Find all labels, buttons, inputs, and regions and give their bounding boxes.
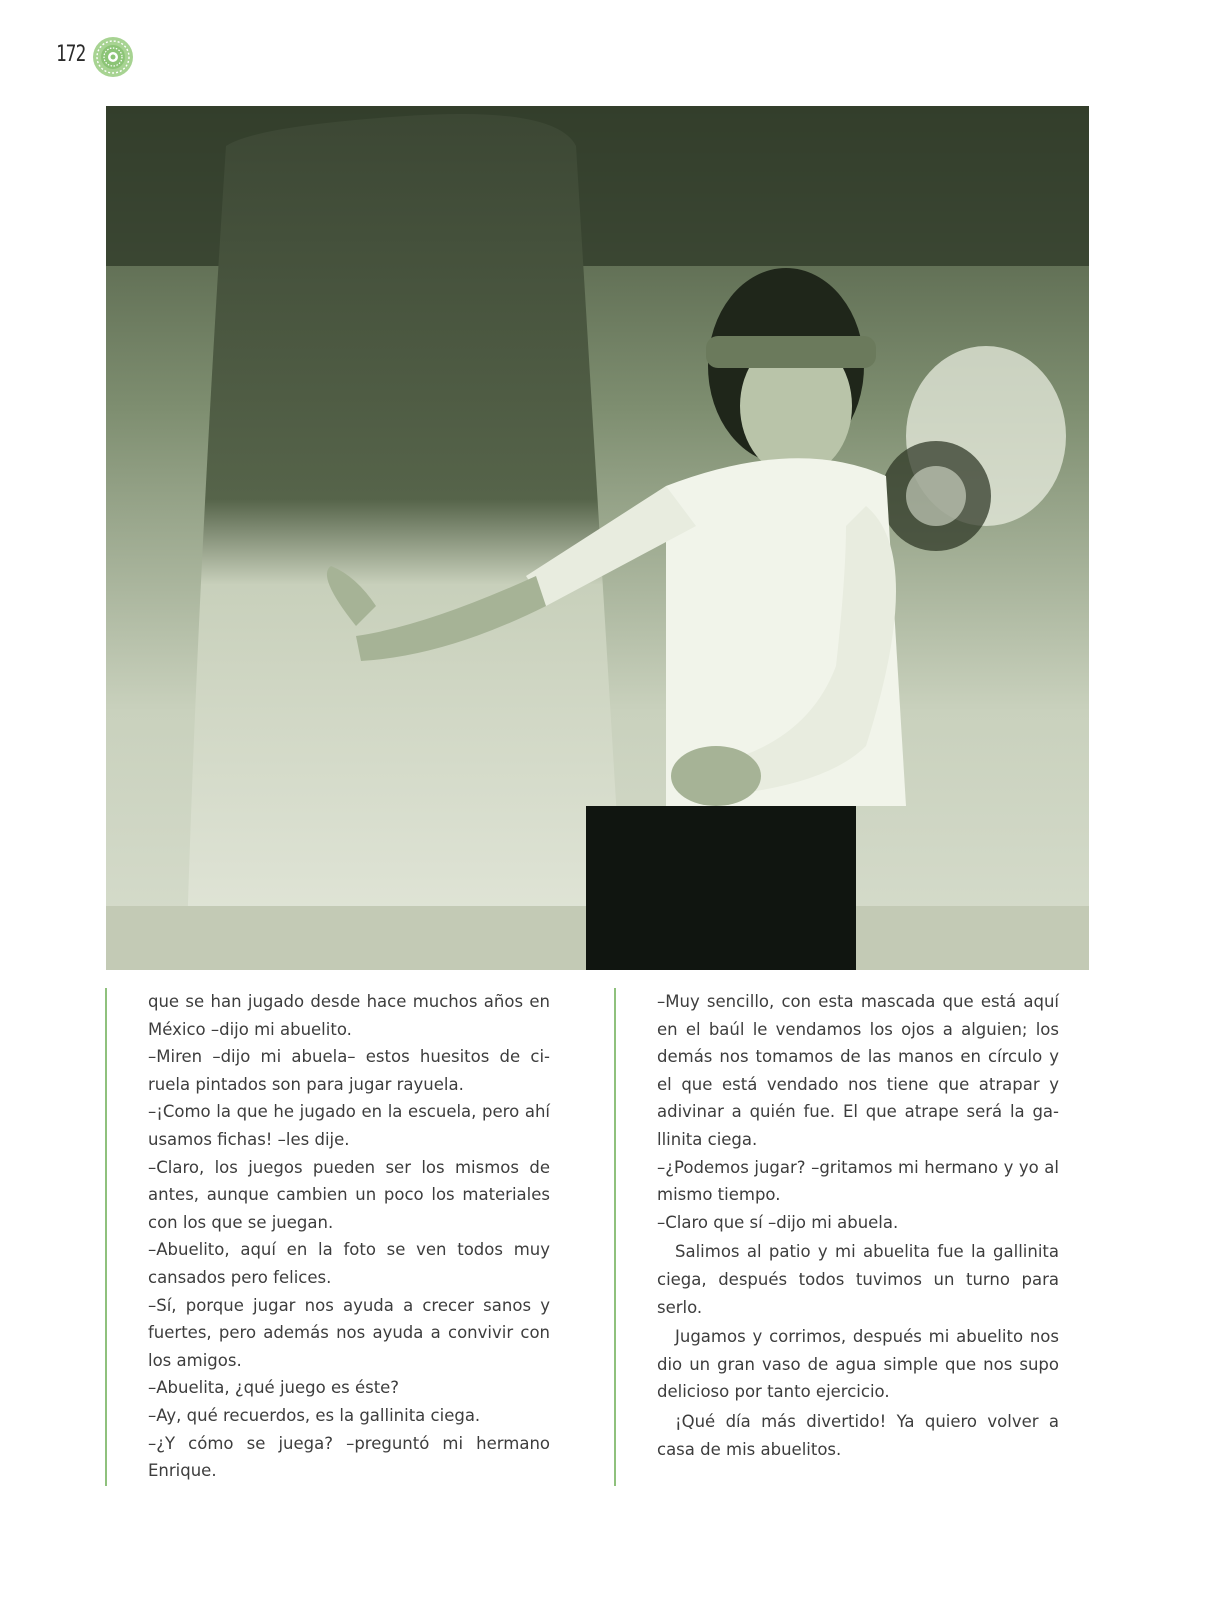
paragraph: –Muy sencillo, con esta mascada que está aquí en el baúl le vendamos los ojos a alguien; los demás nos tomamos de las manos en círculo y el que está vendado nos tiene que atrapar y adivinar a quién fue. El que atrape será la ga-llinita ciega. [657, 992, 1059, 1149]
paragraph: –Claro, los juegos pueden ser los mismos de antes, aunque cambien un poco los materiales con los que se juegan. [148, 1157, 550, 1232]
right-column-rule [614, 988, 616, 1486]
paragraph: –¡Como la que he jugado en la escuela, pero ahí usamos fichas! –les dije. [148, 1102, 550, 1149]
paragraph: –Sí, porque jugar nos ayuda a crecer sanos y fuertes, pero además nos ayuda a convivir con los amigos. [148, 1295, 550, 1370]
paragraph: –Ay, qué recuerdos, es la gallinita ciega. [148, 1405, 481, 1425]
paragraph: –Claro que sí –dijo mi abuela. [657, 1212, 899, 1232]
left-column-rule [105, 988, 107, 1486]
paragraph: ¡Qué día más divertido! Ya quiero volver a casa de mis abuelitos. [657, 1411, 1059, 1459]
paragraph: –Abuelita, ¿qué juego es éste? [148, 1378, 400, 1398]
left-text-column [148, 988, 550, 1485]
paragraph: Jugamos y corrimos, después mi abuelito nos dio un gran vaso de agua simple que nos supo delicioso por tanto ejercicio. [657, 1327, 1059, 1402]
paragraph: –¿Podemos jugar? –gritamos mi hermano y yo al mismo tiempo. [657, 1157, 1059, 1205]
paragraph: Salimos al patio y mi abuelita fue la gallinita ciega, después todos tuvimos un turno para serlo. [657, 1242, 1059, 1317]
paragraph: –¿Y cómo se juega? –preguntó mi hermano Enrique. [148, 1433, 550, 1481]
right-text-column [657, 988, 1059, 1463]
green-rosette-icon [92, 36, 134, 78]
paragraph: que se han jugado desde hace muchos años en México –dijo mi abuelito. [148, 992, 550, 1039]
page-number: 172 [56, 42, 86, 67]
blindfolded-girl-photo [106, 106, 1089, 970]
paragraph: –Miren –dijo mi abuela– estos huesitos de ci-ruela pintados son para jugar rayuela. [148, 1047, 550, 1094]
paragraph: –Abuelito, aquí en la foto se ven todos muy cansados pero felices. [148, 1240, 550, 1287]
